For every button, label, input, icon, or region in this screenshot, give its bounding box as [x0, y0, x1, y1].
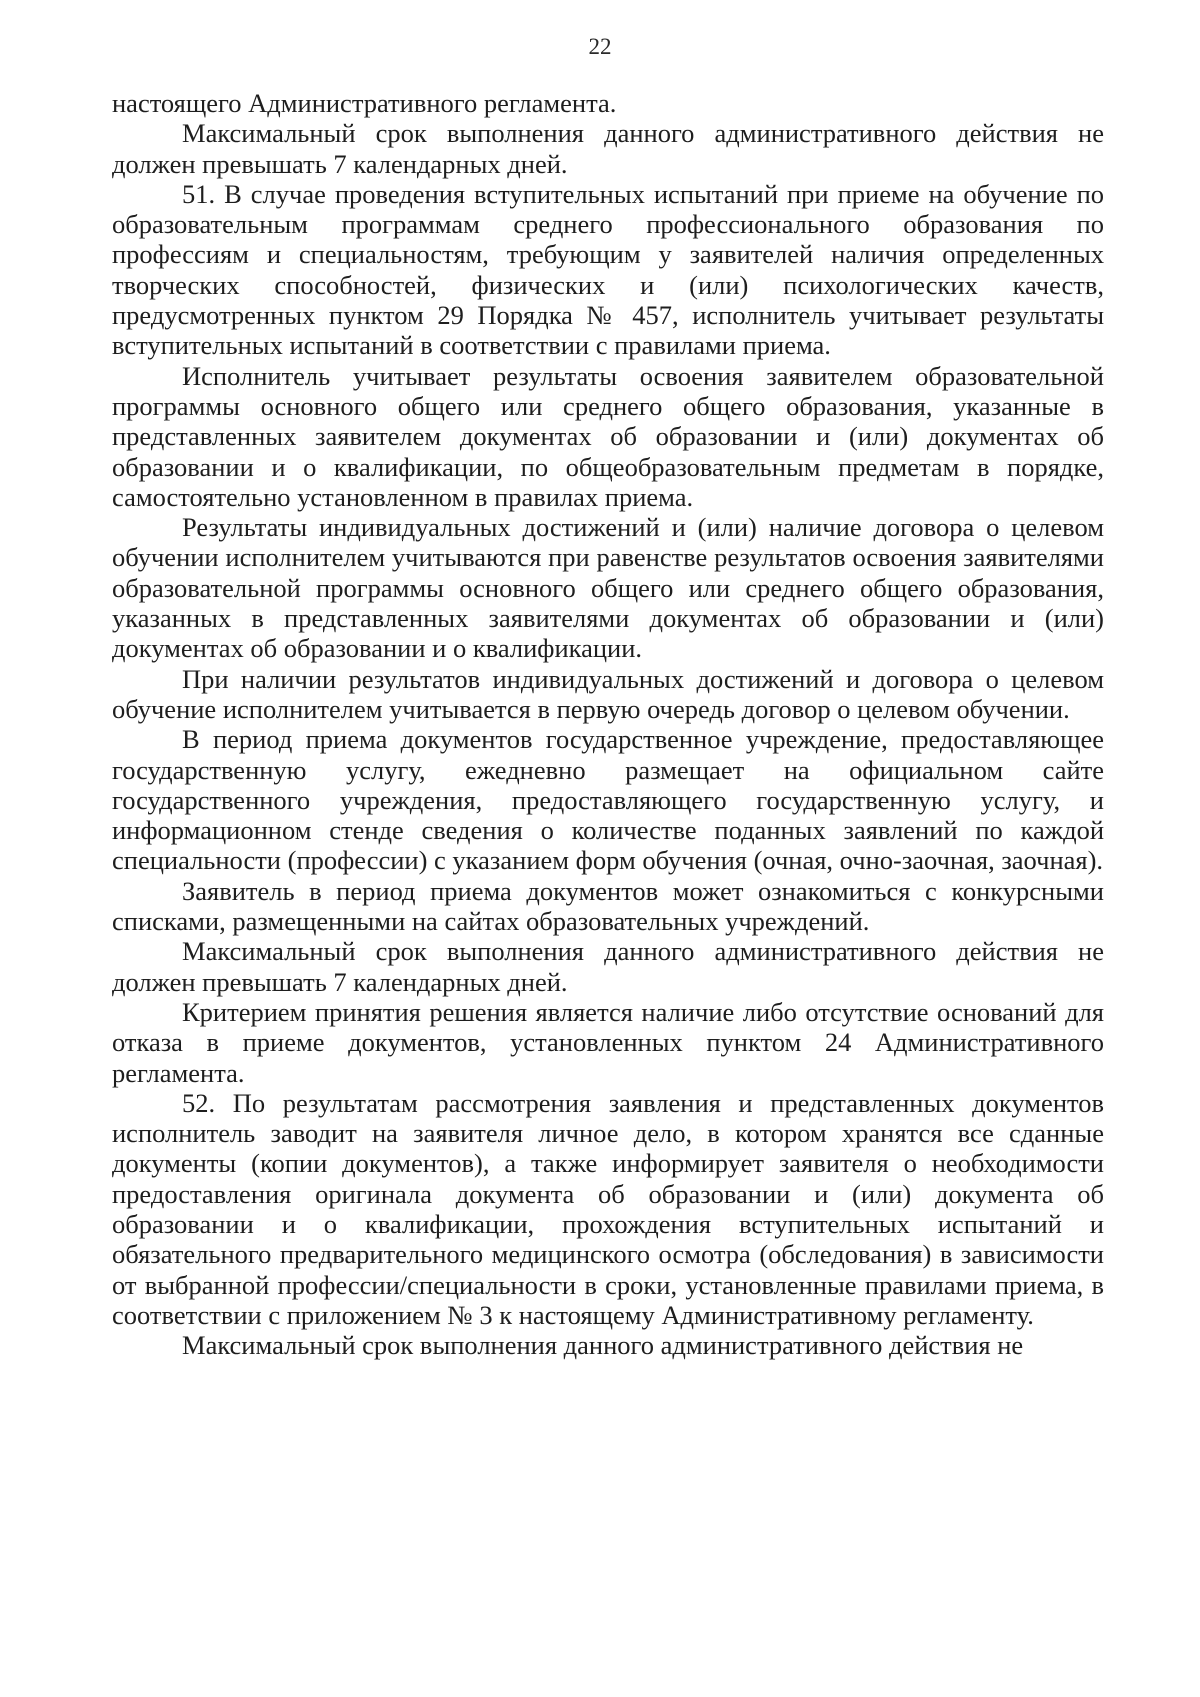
document-body: [112, 88, 1104, 1360]
paragraph-item-51: 51. В случае проведения вступительных испытаний при приеме на обучение по образовательным программам среднего профессионального образования по профессиям и специальностям, требующим у заявителей наличия определенных творческих способностей, физических и (или) психологических качеств, предусмотренных пунктом 29 Порядка № 457, исполнитель учитывает результаты вступительных испытаний в соответствии с правилами приема.: [112, 178, 1104, 361]
paragraph: Максимальный срок выполнения данного административного действия не должен превышать 7 календарных дней.: [112, 118, 1104, 179]
page-number: 22: [588, 34, 612, 59]
paragraph: Результаты индивидуальных достижений и (или) наличие договора о целевом обучении исполнителем учитываются при равенстве результатов освоения заявителями образовательной программы основного общего или среднего общего образования, указанных в представленных заявителями документах об образовании и (или) документах об образовании и о квалификации.: [112, 512, 1104, 664]
paragraph: В период приема документов государственное учреждение, предоставляющее государственную услугу, ежедневно размещает на официальном сайте государственного учреждения, предоставляющего государственную услугу, и информационном стенде сведения о количестве поданных заявлений по каждой специальности (профессии) с указанием форм обучения (очная, очно-заочная, заочная).: [112, 724, 1104, 876]
paragraph: настоящего Административного регламента.: [112, 88, 617, 118]
paragraph: Заявитель в период приема документов может ознакомиться с конкурсными списками, размещенными на сайтах образовательных учреждений.: [112, 875, 1104, 937]
paragraph: При наличии результатов индивидуальных достижений и договора о целевом обучение исполнителем учитывается в первую очередь договор о целевом обучении.: [112, 663, 1104, 724]
paragraph: Максимальный срок выполнения данного административного действия не должен превышать 7 календарных дней.: [112, 936, 1104, 997]
paragraph: Исполнитель учитывает результаты освоения заявителем образовательной программы основного общего или среднего общего образования, указанные в представленных заявителем документах об образовании и (или) документах об образовании и о квалификации, по общеобразовательным предметам в порядке, самостоятельно установленном в правилах приема.: [112, 360, 1104, 512]
paragraph: Максимальный срок выполнения данного административного действия не: [182, 1330, 1024, 1361]
paragraph-item-52: 52. По результатам рассмотрения заявления и представленных документов исполнитель заводит на заявителя личное дело, в котором хранятся все сданные документы (копии документов), а также информирует заявителя о необходимости предоставления оригинала документа об образовании и (или) документа об образовании и о квалификации, прохождения вступительных испытаний и обязательного предварительного медицинского осмотра (обследования) в зависимости от выбранной профессии/специальности в сроки, установленные правилами приема, в соответствии с приложением № 3 к настоящему Административному регламенту.: [112, 1087, 1104, 1330]
paragraph: Критерием принятия решения является наличие либо отсутствие оснований для отказа в приеме документов, установленных пунктом 24 Административного регламента.: [112, 996, 1104, 1088]
